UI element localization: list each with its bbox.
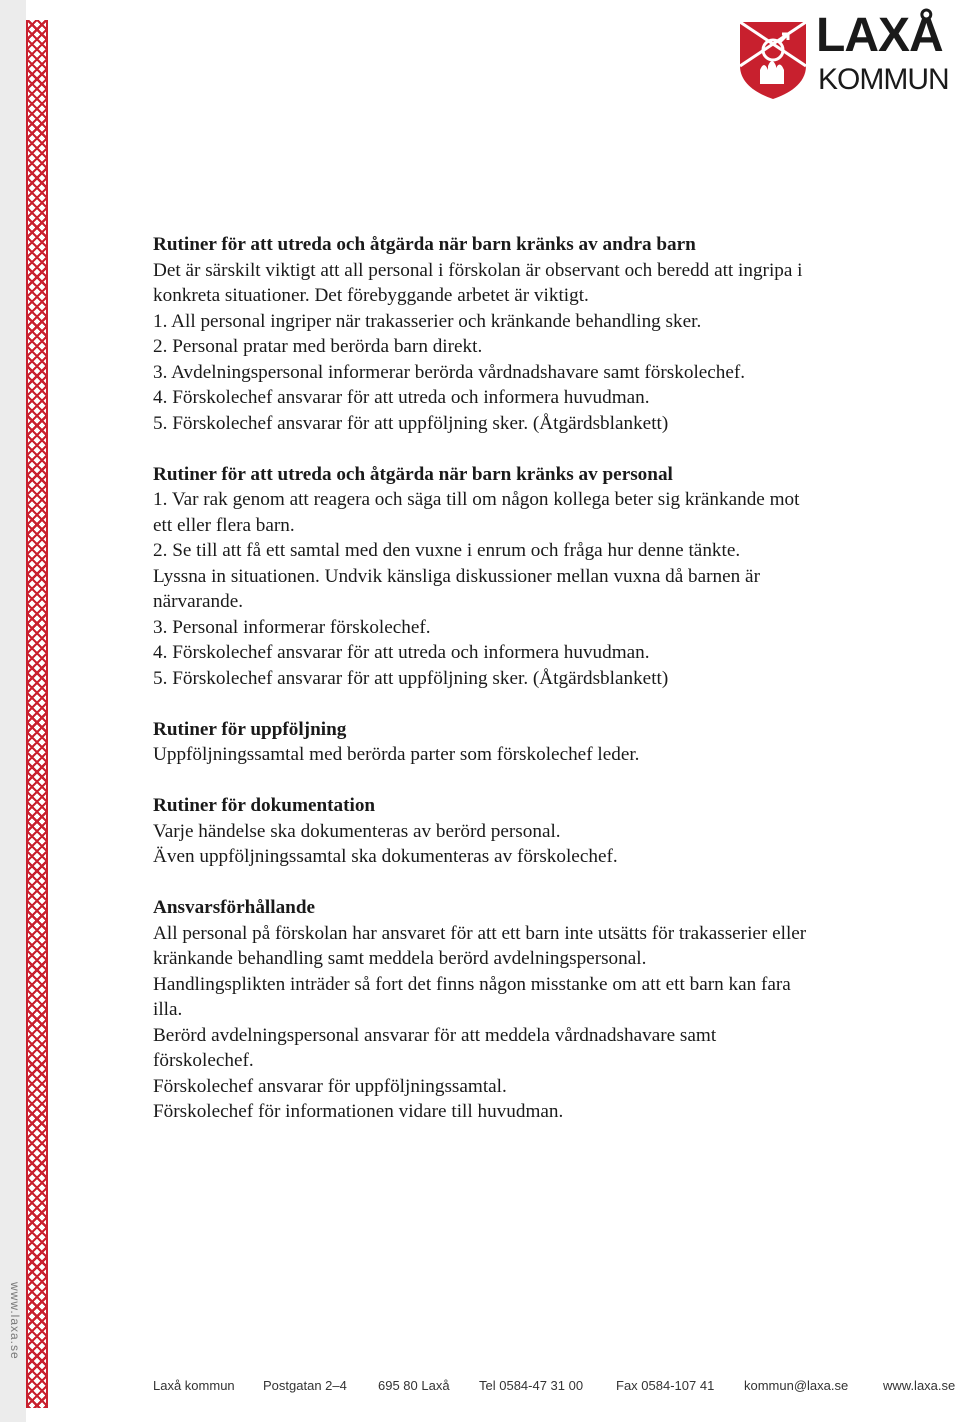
body-line: 1. All personal ingriper när trakasserier och kränkande behandling sker.	[153, 310, 702, 332]
section-gap	[153, 436, 913, 462]
body-line: Uppföljningssamtal med berörda parter som förskolechef leder.	[153, 744, 640, 765]
footer-fax: Fax 0584-107 41	[616, 1378, 715, 1393]
footer-email[interactable]: kommun@laxa.se	[744, 1378, 849, 1393]
section-gap	[153, 768, 913, 794]
logo-wordmark-kommun: KOMMUN	[818, 63, 949, 96]
side-strip	[0, 0, 26, 1422]
section-gap	[153, 870, 913, 896]
body-line: 3. Personal informerar förskolechef.	[153, 616, 431, 638]
footer-web[interactable]: www.laxa.se	[883, 1378, 956, 1393]
body-line: Det är särskilt viktigt att all personal i förskolan är observant och beredd att ingripa i	[153, 259, 803, 281]
body-line: Varje händelse ska dokumenteras av berörd personal.	[153, 820, 561, 842]
body-line: ett eller flera barn.	[153, 514, 295, 536]
body-line: 4. Förskolechef ansvarar för att utreda och informera huvudman.	[153, 387, 650, 408]
footer	[153, 1378, 960, 1398]
body-line: Förskolechef ansvarar för uppföljningssamtal.	[153, 1075, 507, 1097]
body-line: Även uppföljningssamtal ska dokumenteras av förskolechef.	[153, 846, 618, 867]
body-line: 2. Se till att få ett samtal med den vuxne i enrum och fråga hur denne tänkte.	[153, 540, 741, 561]
body-line: Lyssna in situationen. Undvik känsliga diskussioner mellan vuxna då barnen är	[153, 565, 760, 587]
footer-org: Laxå kommun	[153, 1378, 235, 1393]
decorative-border-band	[26, 20, 48, 1408]
section-heading: Rutiner för att utreda och åtgärda när barn kränks av andra barn	[153, 234, 696, 255]
section-heading: Rutiner för att utreda och åtgärda när barn kränks av personal	[153, 463, 673, 485]
body-line: illa.	[153, 999, 183, 1020]
logo-wordmark-laxa: LAXÅ	[816, 9, 943, 62]
section-heading: Rutiner för uppföljning	[153, 718, 347, 740]
municipal-shield-icon	[738, 20, 808, 100]
body-line: Handlingsplikten inträder så fort det finns någon misstanke om att ett barn kan fara	[153, 973, 791, 995]
body-line: 3. Avdelningspersonal informerar berörda vårdnadshavare samt förskolechef.	[153, 361, 746, 383]
body-line: 1. Var rak genom att reagera och säga till om någon kollega beter sig kränkande mot	[153, 489, 800, 510]
footer-postal: 695 80 Laxå	[378, 1378, 450, 1393]
laxa-kommun-logo	[738, 4, 960, 100]
body-line: Berörd avdelningspersonal ansvarar för att meddela vårdnadshavare samt	[153, 1024, 717, 1046]
body-line: 5. Förskolechef ansvarar för att uppföljning sker. (Åtgärdsblankett)	[153, 667, 669, 689]
body-line: 5. Förskolechef ansvarar för att uppföljning sker. (Åtgärdsblankett)	[153, 412, 669, 434]
body-line: 2. Personal pratar med berörda barn direkt.	[153, 336, 483, 357]
section-heading: Ansvarsförhållande	[153, 897, 316, 918]
section-heading: Rutiner för dokumentation	[153, 795, 376, 816]
footer-phone: Tel 0584-47 31 00	[479, 1378, 584, 1393]
footer-street: Postgatan 2–4	[263, 1378, 347, 1393]
side-url-text: www.laxa.se	[8, 1282, 22, 1360]
body-line: kränkande behandling samt meddela berörd avdelningspersonal.	[153, 948, 647, 969]
body-line: 4. Förskolechef ansvarar för att utreda och informera huvudman.	[153, 642, 650, 663]
document-body	[153, 232, 913, 1125]
body-line: konkreta situationer. Det förebyggande arbetet är viktigt.	[153, 285, 589, 306]
body-line: närvarande.	[153, 591, 244, 612]
section-gap	[153, 691, 913, 717]
body-line: förskolechef.	[153, 1050, 254, 1071]
body-line: All personal på förskolan har ansvaret för att ett barn inte utsätts för trakasserier eller	[153, 922, 807, 944]
body-line: Förskolechef för informationen vidare till huvudman.	[153, 1101, 564, 1122]
